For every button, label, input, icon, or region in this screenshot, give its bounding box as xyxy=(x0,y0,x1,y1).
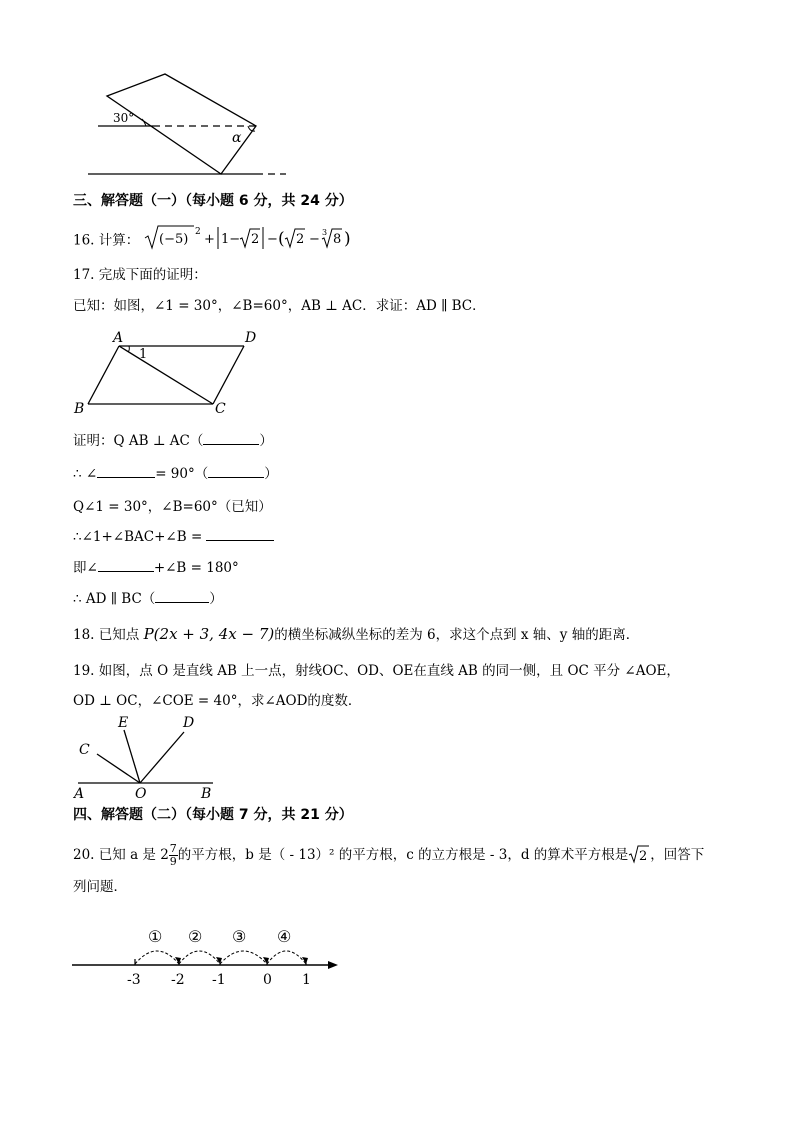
q17-given: 已知：如图，∠1 = 30°，∠B=60°，AB ⊥ AC．求证：AD ∥ BC． xyxy=(73,298,486,314)
axis-arrow-icon xyxy=(328,961,338,969)
q16-eight: 8 xyxy=(332,232,341,247)
q16-two-a: 2 xyxy=(250,232,259,247)
side-DC xyxy=(213,346,244,404)
arc-3 xyxy=(220,951,267,964)
proof-5-text: 即∠ xyxy=(73,560,98,576)
tick-label-neg2: -2 xyxy=(171,972,185,988)
q16-plus: + xyxy=(203,232,215,247)
q18-number: 18. xyxy=(73,627,95,643)
q16-number: 16. xyxy=(73,232,95,249)
q19-line2: OD ⊥ OC，∠COE = 40°，求∠AOD的度数． xyxy=(73,693,362,709)
proof-2-mid: = 90°（ xyxy=(155,466,209,482)
proof-6-blank[interactable] xyxy=(155,590,209,603)
q18-text-b: 的横坐标减纵坐标的差为 6，求这个点到 x 轴、y 轴的距离． xyxy=(274,627,640,643)
proof-1-text: 证明：Q AB ⊥ AC（ xyxy=(73,433,204,449)
proof-3-text: Q∠1 = 30°，∠B=60°（已知） xyxy=(73,499,272,515)
proof-line-4 xyxy=(73,528,274,546)
ray-OC xyxy=(97,754,140,783)
proof-4-blank[interactable] xyxy=(206,528,274,541)
q16-lparen: ( xyxy=(277,229,285,249)
q16-rparen: ) xyxy=(343,229,351,249)
q16 xyxy=(73,227,354,251)
q18-point: P(2x + 3, 4x − 7) xyxy=(143,625,275,643)
q20-text-a: 已知 a 是 2 xyxy=(98,847,169,863)
label-D19: D xyxy=(183,715,195,731)
section4-title: 四、解答题（二）（每小题 7 分，共 21 分） xyxy=(73,807,353,823)
label-B: B xyxy=(74,401,85,417)
q17-number: 17. xyxy=(73,267,95,283)
label-C: C xyxy=(215,401,226,417)
q16-cube-index: 3 xyxy=(321,228,327,237)
q17-figure xyxy=(72,328,272,420)
arc-arrowheads xyxy=(175,957,308,964)
q20-fraction xyxy=(169,843,178,868)
diagonal-AC xyxy=(119,346,213,404)
arc-label-1: ① xyxy=(148,927,163,946)
arc-1 xyxy=(135,951,179,964)
label-B19: B xyxy=(201,786,212,802)
proof-6-close: ） xyxy=(209,591,223,607)
tick-label-1: 1 xyxy=(302,972,311,988)
label-1: 1 xyxy=(139,347,148,362)
number-line xyxy=(68,920,348,990)
tick-label-0: 0 xyxy=(263,972,272,988)
q20-frac-den: 9 xyxy=(169,855,177,868)
q16-exp: 2 xyxy=(194,227,201,237)
proof-4-text: ∴∠1+∠BAC+∠B = xyxy=(73,529,203,545)
q16-minus: − xyxy=(266,232,278,247)
q20-line1 xyxy=(73,843,704,868)
q20-number: 20. xyxy=(73,847,95,863)
q19-text-1: 如图，点 O 是直线 AB 上一点，射线OC、OD、OE在直线 AB 的同一侧，且 OC 平分 ∠AOE， xyxy=(98,663,680,679)
angle-30-label: 30° xyxy=(113,111,135,125)
label-A19: A xyxy=(74,786,85,802)
proof-2-blank-b[interactable] xyxy=(208,465,264,478)
label-E: E xyxy=(118,715,129,731)
q17-title-text: 完成下面的证明： xyxy=(98,267,207,283)
label-D: D xyxy=(245,330,257,346)
q16-expression xyxy=(144,223,354,251)
q19-number: 19. xyxy=(73,663,95,679)
angle-alpha-label: α xyxy=(232,130,242,146)
proof-1-close: ） xyxy=(259,433,273,449)
q20-sqrt xyxy=(628,844,650,864)
q19-line1 xyxy=(73,662,680,680)
proof-line-5 xyxy=(73,559,239,577)
label-C19: C xyxy=(79,742,90,758)
arc-2 xyxy=(179,951,220,964)
q20-frac-num: 7 xyxy=(169,842,177,855)
q16-two-b: 2 xyxy=(295,232,304,247)
q16-one-minus: 1− xyxy=(220,232,240,247)
q20-text-c: ，回答下 xyxy=(650,847,705,863)
q20-text-b: 的平方根，b 是（ - 13）² 的平方根，c 的立方根是 - 3，d 的算术平方根是 xyxy=(177,847,629,863)
proof-1-blank[interactable] xyxy=(203,432,259,445)
proof-2-blank-a[interactable] xyxy=(97,465,155,478)
top-figure xyxy=(80,70,300,180)
ray-OD xyxy=(140,732,184,783)
q16-label: 计算： xyxy=(98,232,140,249)
q20-sqrt-value: 2 xyxy=(639,848,648,864)
q20-line2: 列问题． xyxy=(73,879,127,895)
proof-5-mid: +∠B = 180° xyxy=(153,560,239,576)
q16-minus-2: − xyxy=(308,232,320,247)
q19-figure xyxy=(70,712,230,802)
proof-line-6 xyxy=(73,590,223,608)
q16-term1: (−5) xyxy=(158,232,188,247)
label-A: A xyxy=(113,330,124,346)
arc-label-3: ③ xyxy=(232,927,247,946)
q18-text-a: 已知点 xyxy=(98,627,140,643)
proof-2-close: ） xyxy=(264,466,278,482)
tick-label-neg3: -3 xyxy=(127,972,141,988)
q18 xyxy=(73,625,639,644)
ray-OE xyxy=(124,730,140,783)
section3-title: 三、解答题（一）（每小题 6 分，共 24 分） xyxy=(73,193,353,209)
arc-4 xyxy=(267,951,306,964)
arc-label-4: ④ xyxy=(277,927,292,946)
arc-label-2: ② xyxy=(188,927,203,946)
proof-line-1 xyxy=(73,432,273,450)
proof-5-blank[interactable] xyxy=(98,559,154,572)
tick-label-neg1: -1 xyxy=(212,972,226,988)
proof-2-text: ∴ ∠ xyxy=(73,466,98,482)
label-O: O xyxy=(135,786,147,802)
side-AB xyxy=(88,346,119,404)
angle-1-arc xyxy=(128,346,129,352)
proof-6-text: ∴ AD ∥ BC（ xyxy=(73,591,156,607)
q17-title xyxy=(73,266,207,284)
proof-line-2 xyxy=(73,465,278,483)
proof-line-3 xyxy=(73,498,272,516)
